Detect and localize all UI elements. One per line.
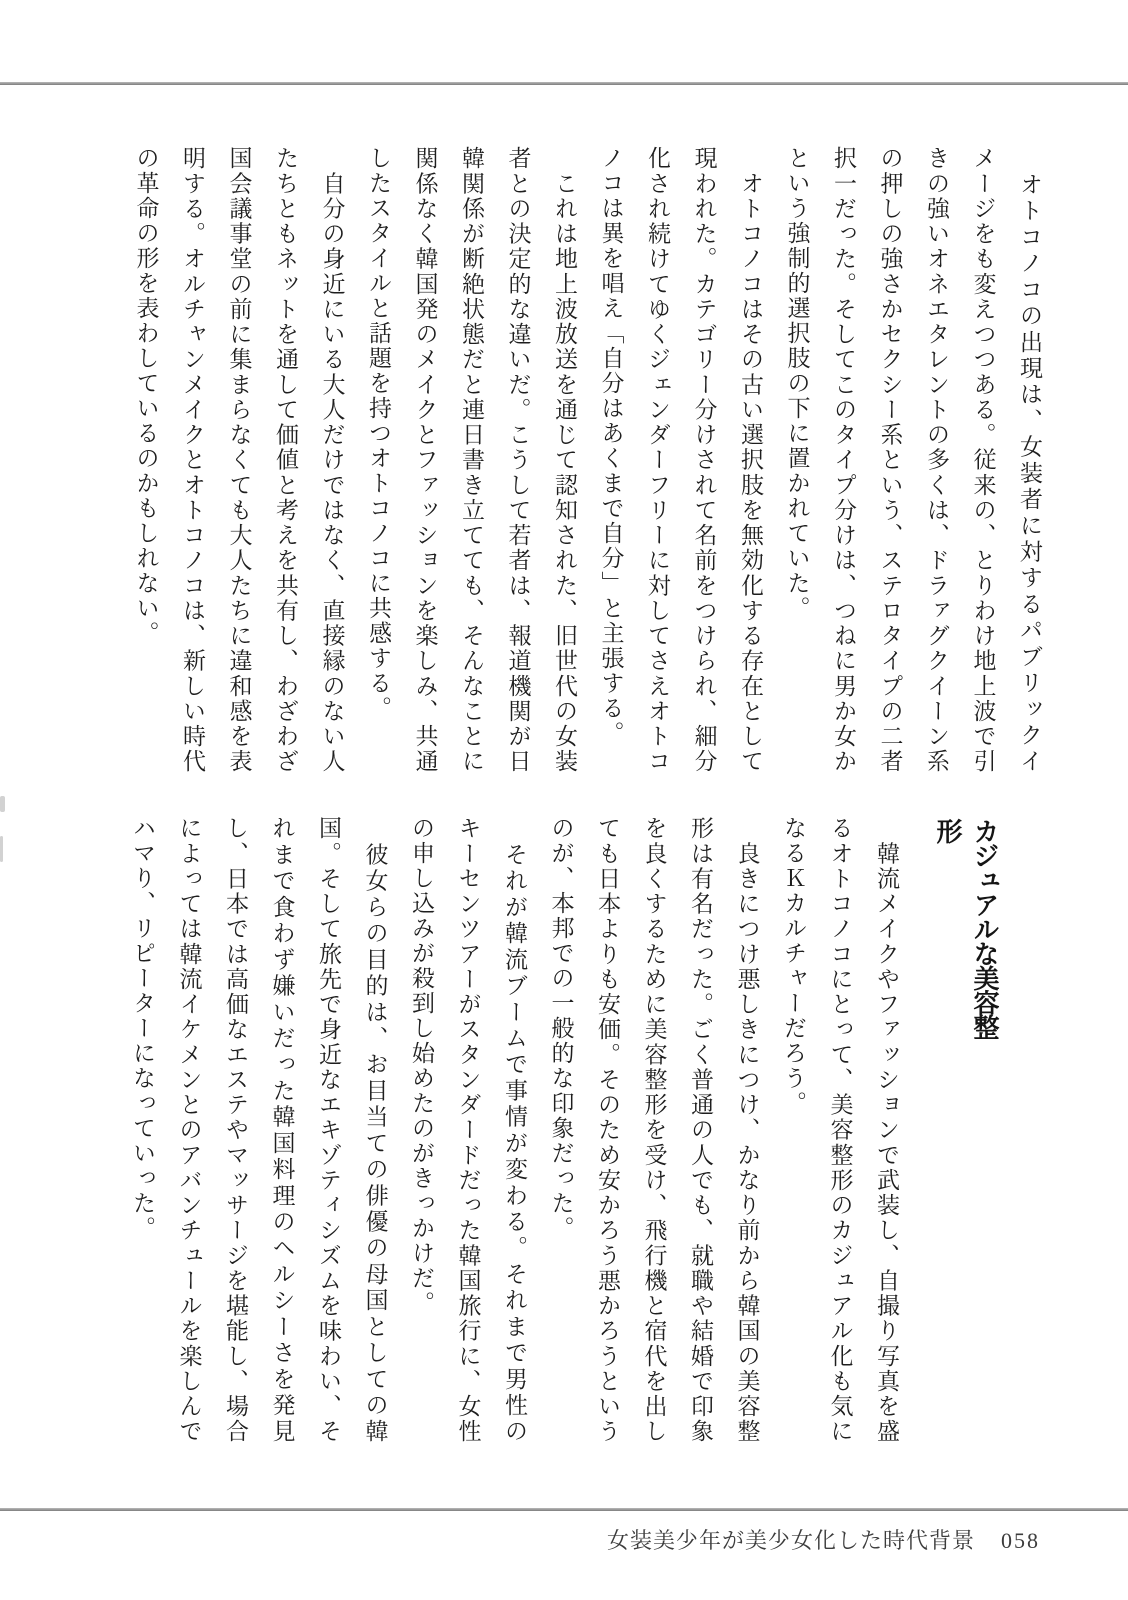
footer	[607, 1524, 1040, 1555]
paragraph: オトコノコはその古い選択肢を無効化する存在として現われた。カテゴリー分けされて名前をつけられ、細分化され続けてゆくジェンダーフリーに対してさえオトコノコは異を唱え「自分はあくまで自分」と主張する。	[598, 146, 763, 774]
page-edge-mark	[0, 796, 5, 812]
running-title: 女装美少年が美少女化した時代背景	[606, 1528, 975, 1553]
intro-text-block	[120, 146, 1052, 774]
paragraph: 韓流メイクやファッションで武装し、自撮り写真を盛るオトコノコにとって、美容整形のカジュアル化も気になるＫカルチャーだろう。	[781, 816, 899, 1444]
page-number: 058	[1001, 1528, 1040, 1553]
paragraph: 良きにつけ悪しきにつけ、かなり前から韓国の美容整形は有名だった。ごく普通の人でも、就職や結婚で印象を良くするために美容整形を受け、飛行機と宿代を出しても日本よりも安価。そのため安かろう悪かろうというのが、本邦での一般的な印象だった。	[548, 816, 760, 1444]
paragraph: 彼女らの目的は、お目当ての俳優の母国としての韓国。そして旅先で身近なエキゾティシズムを味わい、それまで食わず嫌いだった韓国料理のヘルシーさを発見し、日本では高価なエステやマッサージを堪能し、場合によっては韓流イケメンとのアバンチュールを楽しんでハマり、リピーターになっていった。	[130, 816, 388, 1444]
section-heading: カジュアルな美容整形	[933, 818, 999, 1039]
footer-rule	[0, 1508, 1128, 1511]
page-edge-mark	[0, 836, 3, 862]
top-rule	[0, 82, 1128, 85]
paragraph: オトコノコの出現は、女装者に対するパブリックイメージをも変えつつある。従来の、とりわけ地上波で引きの強いオネエタレントの多くは、ドラァグクイーン系の押しの強さかセクシー系という、ステロタイプの二者択一だった。そしてこのタイプ分けは、つねに男か女かという強制的選択肢の下に置かれていた。	[784, 146, 1042, 774]
paragraph: それが韓流ブームで事情が変わる。それまで男性のキーセンツアーがスタンダードだった韓国旅行に、女性の申し込みが殺到し始めたのがきっかけだ。	[409, 816, 527, 1444]
paragraph: これは地上波放送を通じて認知された、旧世代の女装者との決定的な違いだ。こうして若者は、報道機関が日韓関係が断絶状態だと連日書き立てても、そんなことに関係なく韓国発のメイクとファッションを楽しみ、共通したスタイルと話題を持つオトコノコに共感する。	[366, 146, 577, 774]
paragraph: 自分の身近にいる大人だけではなく、直接縁のない人たちともネットを通して価値と考えを共有し、わざわざ国会議事堂の前に集まらなくても大人たちに違和感を表明する。オルチャンメイクとオトコノコは、新しい時代の革命の形を表わしているのかもしれない。	[133, 146, 345, 774]
section-text-block	[118, 816, 909, 1444]
